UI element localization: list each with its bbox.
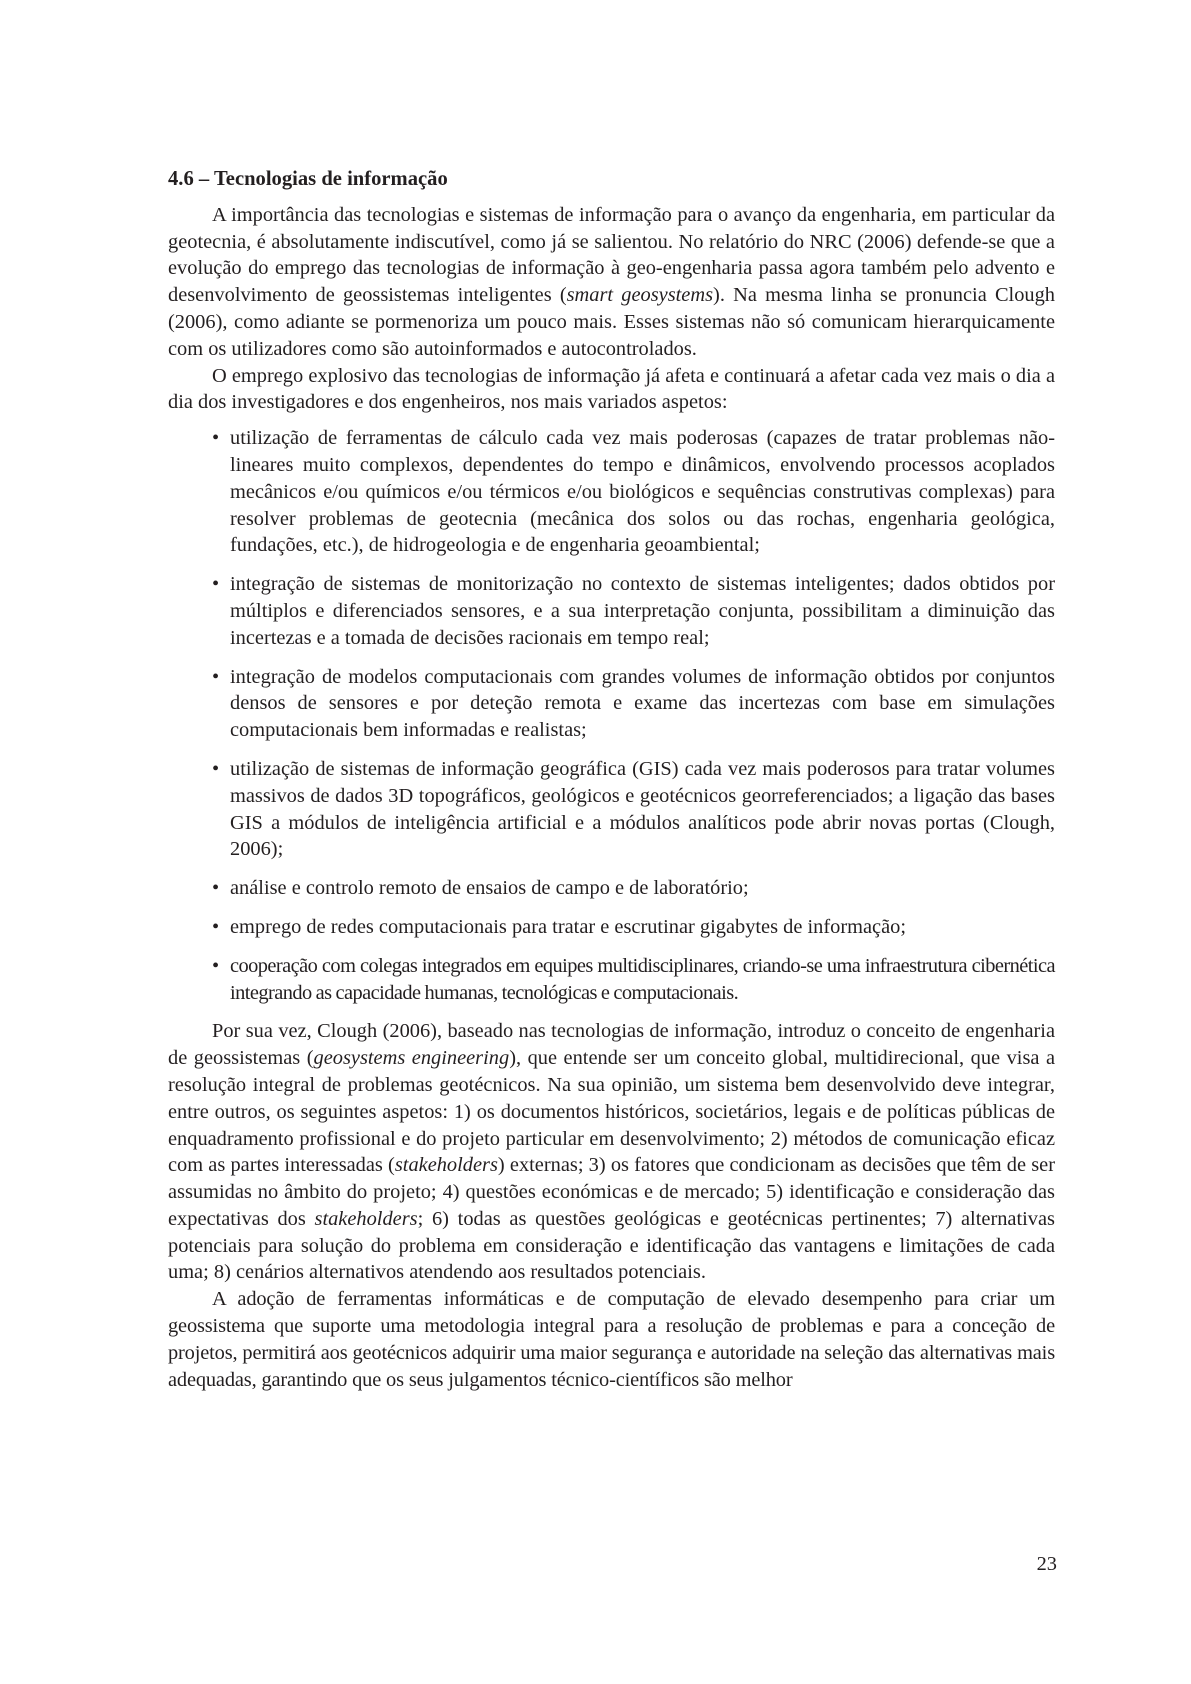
bullet-icon: • bbox=[212, 573, 220, 596]
paragraph-geosystems-italic-2: stakeholders bbox=[394, 1154, 498, 1177]
page-number: 23 bbox=[1036, 1553, 1057, 1575]
paragraph-geosystems-text-2: ), que entende ser um conceito global, multidirecional, que visa a resolução integral de problemas geotécnicos. Na sua opinião, um sistema bem desenvolvido deve integrar, entre outros, os seguintes aspetos: 1) os documentos históricos, societários, legais e de políticas públicas de enquadramento profissional e do projeto particular em desenvolvimento; 2) métodos de comunicação eficaz com as partes interessadas ( bbox=[168, 1047, 1055, 1177]
paragraph-geosystems-italic-1: geosystems engineering bbox=[313, 1047, 510, 1070]
list-item bbox=[212, 571, 1055, 651]
bullet-icon: • bbox=[212, 915, 220, 938]
aspects-list bbox=[168, 425, 1055, 1006]
paragraph-geosystems-text-4: ; 6) todas as questões geológicas e geotécnicas pertinentes; 7) alternativas potenciais para solução do problema em consideração e identificação das vantagens e limitações de cada uma; 8) cenários alternativos atendendo aos resultados potenciais. bbox=[168, 1207, 1055, 1284]
list-item-text: utilização de ferramentas de cálculo cada vez mais poderosas (capazes de tratar problemas não-lineares muito complexos, dependentes do tempo e dinâmicos, envolvendo processos acoplados mecânicos e/ou químicos e/ou térmicos e/ou biológicos e sequências construtivas complexas) para resolver problemas de geotecnia (mecânica dos solos ou das rochas, engenharia geológica, fundações, etc.), de hidrogeologia e de engenharia geoambiental; bbox=[230, 427, 1055, 557]
paragraph-geosystems-text-3: ) externas; 3) os fatores que condicionam as decisões que têm de ser assumidas no âmbito do projeto; 4) questões económicas e de mercado; 5) identificação e consideração das expectativas dos bbox=[168, 1154, 1056, 1230]
list-item bbox=[212, 914, 1055, 941]
paragraph-intro-italic-1: smart geosystems bbox=[566, 284, 714, 307]
list-item-text: utilização de sistemas de informação geográfica (GIS) cada vez mais poderosos para tratar volumes massivos de dados 3D topográficos, geológicos e geotécnicos georreferenciados; a ligação das bases GIS a módulos de inteligência artificial e a módulos analíticos pode abrir novas portas (Clough, 2006); bbox=[230, 757, 1055, 861]
bullet-icon: • bbox=[212, 427, 220, 450]
list-item bbox=[212, 425, 1055, 559]
list-item-text: integração de modelos computacionais com grandes volumes de informação obtidos por conjuntos densos de sensores e por deteção remota e exame das incertezas com base em simulações computacionais bem informadas e realistas; bbox=[230, 665, 1055, 742]
list-item bbox=[212, 953, 1055, 1007]
paragraph-geosystems bbox=[168, 1018, 1055, 1286]
list-item bbox=[212, 875, 1055, 902]
section-heading: 4.6 – Tecnologias de informação bbox=[168, 168, 448, 190]
bullet-icon: • bbox=[212, 877, 220, 900]
paragraph-geosystems-italic-3: stakeholders bbox=[314, 1207, 418, 1230]
bullet-icon: • bbox=[212, 665, 220, 688]
paragraph-geosystems-text-1: Por sua vez, Clough (2006), baseado nas tecnologias de informação, introduz o conceito de engenharia de geossistemas ( bbox=[168, 1020, 1055, 1070]
page-body bbox=[168, 166, 1055, 1393]
paragraph-aspects: O emprego explosivo das tecnologias de informação já afeta e continuará a afetar cada vez mais o dia a dia dos investigadores e dos engenheiros, nos mais variados aspetos: bbox=[168, 364, 1055, 414]
list-item bbox=[212, 756, 1055, 863]
paragraph-intro-text-2: ). Na mesma linha se pronuncia Clough (2006), como adiante se pormenoriza um pouco mais. Esses sistemas não só comunicam hierarquicamente com os utilizadores como são autoinformados e autocontrolados. bbox=[168, 284, 1055, 360]
paragraph-intro bbox=[168, 202, 1055, 363]
list-item-text: integração de sistemas de monitorização no contexto de sistemas inteligentes; dados obtidos por múltiplos e diferenciados sensores, e a sua interpretação conjunta, possibilitam a diminuição das incertezas e a tomada de decisões racionais em tempo real; bbox=[230, 573, 1055, 649]
paragraph-intro-text-1: A importância das tecnologias e sistemas de informação para o avanço da engenharia, em particular da geotecnia, é absolutamente indiscutível, como já se salientou. No relatório do NRC (2006) defende-se que a evolução do emprego das tecnologias de informação à geo-engenharia passa agora também pelo advento e desenvolvimento de geossistemas inteligentes ( bbox=[168, 203, 1055, 307]
paragraph-adoption: A adoção de ferramentas informáticas e de computação de elevado desempenho para criar um geossistema que suporte uma metodologia integral para a resolução de problemas e para a conceção de projetos, permitirá aos geotécnicos adquirir uma maior segurança e autoridade na seleção das alternativas mais adequadas, garantindo que os seus julgamentos técnico-científicos são melhor bbox=[168, 1288, 1055, 1391]
list-item-text: análise e controlo remoto de ensaios de campo e de laboratório; bbox=[230, 877, 749, 900]
list-item-text: emprego de redes computacionais para tratar e escrutinar gigabytes de informação; bbox=[230, 915, 906, 938]
bullet-icon: • bbox=[212, 757, 220, 780]
bullet-icon: • bbox=[212, 954, 219, 977]
list-item bbox=[212, 664, 1055, 744]
list-item-text: cooperação com colegas integrados em equipes multidisciplinares, criando-se uma infraestrutura cibernética integrando as capacidade humanas, tecnológicas e computacionais. bbox=[230, 954, 1055, 1004]
